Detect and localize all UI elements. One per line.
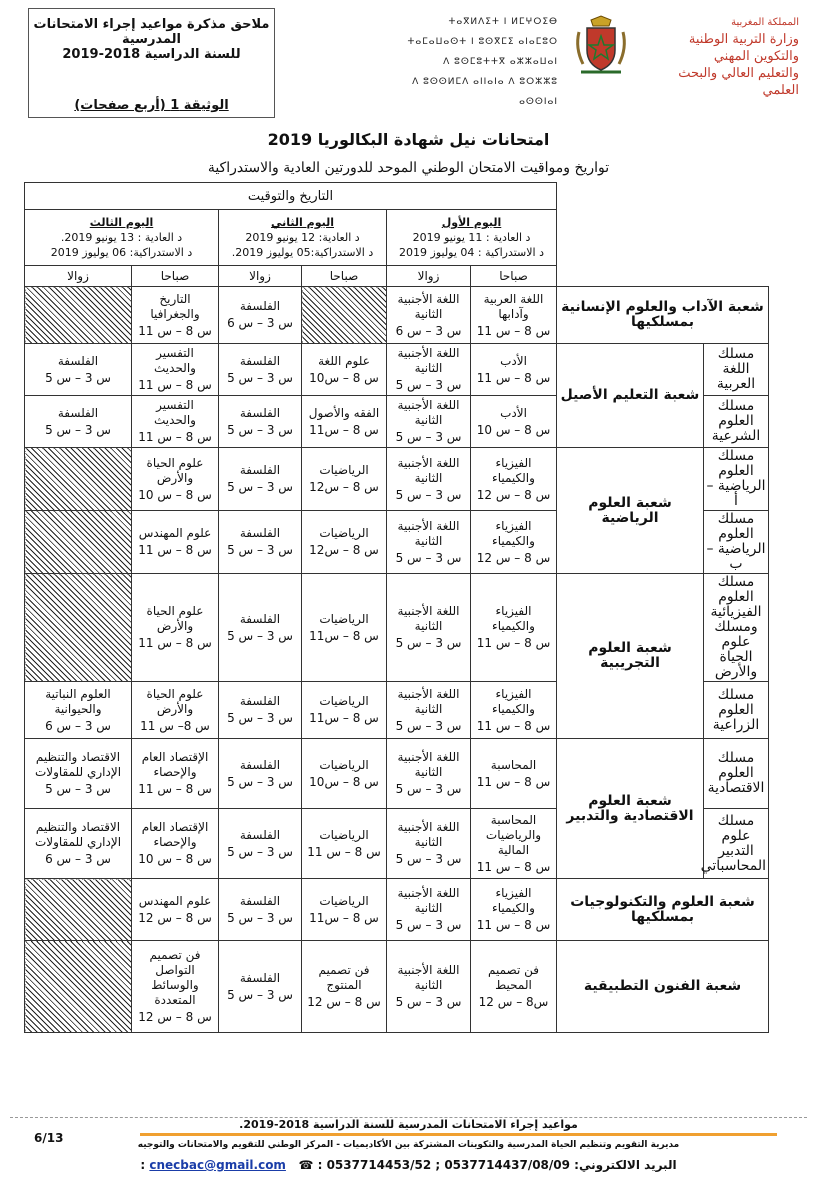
exam-subject: فن تصميم المحيط [488, 963, 539, 992]
exam-time: س 3 – س 5 [227, 628, 293, 643]
exam-slot [132, 511, 219, 574]
stream-label: مسلك العلوم الزراعية [704, 682, 769, 739]
no-exam-cell [25, 287, 132, 344]
exam-subject: الاقتصاد والتنظيم الإداري للمقاولات [34, 750, 122, 779]
exam-time: س 3 – س 5 [395, 378, 462, 392]
exam-time: س 3 – س 5 [395, 430, 462, 444]
page-number: 6/13 [34, 1131, 64, 1145]
exam-time: س 3 – س 5 [395, 487, 462, 502]
email-link[interactable]: cnecbac@gmail.com [149, 1158, 286, 1172]
exam-subject: التفسير والحديث [154, 346, 196, 375]
exam-slot [387, 879, 471, 941]
exam-subject: الفلسفة [239, 353, 281, 368]
exam-subject: الرياضيات [319, 463, 369, 477]
branch-label: شعبة الآداب والعلوم الإنسانية بمسلكيها [557, 287, 769, 344]
exam-slot [132, 879, 219, 941]
exam-time: س 8 – س 11 [138, 543, 212, 557]
exam-slot [387, 941, 471, 1033]
exam-subject: اللغة الأجنبية الثانية [397, 686, 460, 716]
exam-slot [219, 574, 302, 682]
exam-slot [302, 879, 387, 941]
exam-schedule-table [24, 182, 769, 1033]
exam-slot [387, 344, 471, 396]
exam-slot [302, 682, 387, 739]
exam-time: س 3 – س 5 [227, 910, 293, 925]
page-subtitle: تواريخ ومواقيت الامتحان الوطني الموحد للدورتين العادية والاستدراكية [207, 160, 610, 176]
no-exam-cell [25, 448, 132, 511]
exam-time: س 8 – س11 [309, 711, 379, 725]
exam-slot [471, 809, 557, 879]
exam-slot [302, 448, 387, 511]
stream-label: مسلك العلوم الرياضية – ب [704, 511, 769, 574]
corner-cell [557, 183, 769, 287]
exam-slot [387, 448, 471, 511]
exam-slot [387, 574, 471, 682]
exam-subject: اللغة الأجنبية الثانية [397, 604, 460, 633]
exam-slot [387, 287, 471, 344]
exam-time: س 8 – س 12 [476, 487, 551, 502]
schedule-row [25, 448, 769, 511]
exam-slot [471, 396, 557, 448]
exam-time: س8 – س 12 [478, 995, 549, 1009]
exam-subject: فن تصميم المنتوج [318, 963, 370, 992]
makeup-session-date: د الاستدراكية:05 يوليوز 2019. [231, 246, 374, 259]
schedule-row [25, 941, 769, 1033]
exam-time: س 8 – س 11 [138, 323, 212, 338]
exam-slot [302, 344, 387, 396]
exam-subject: فن تصميم التواصل والوسائط المتعددة [149, 948, 201, 1007]
exam-slot [471, 287, 557, 344]
exam-slot [471, 941, 557, 1033]
exam-slot [132, 739, 219, 809]
exam-time: س 3 – س 5 [227, 543, 293, 557]
exam-subject: علوم اللغة [318, 353, 370, 368]
annex-header-box [28, 8, 275, 118]
exam-time: س 3 – س 6 [395, 323, 462, 338]
exam-time: س 8 – س 11 [307, 844, 381, 859]
exam-slot [132, 809, 219, 879]
schedule-row [25, 879, 769, 941]
exam-subject: الفلسفة [239, 405, 281, 420]
exam-slot [387, 511, 471, 574]
exam-slot [25, 809, 132, 879]
exam-time: س 8 – س 11 [476, 323, 551, 338]
branch-group-label: شعبة العلوم التجريبية [557, 574, 704, 739]
branch-group-label: شعبة العلوم الاقتصادية والتدبير [557, 739, 704, 879]
regular-session-date: د العادية : 11 يونيو 2019 [412, 231, 531, 244]
exam-time: س 3 – س 5 [395, 718, 462, 733]
exam-subject: الأدب [500, 405, 527, 420]
day-3-header [25, 210, 219, 266]
no-exam-cell [25, 879, 132, 941]
day-1-header [387, 210, 557, 266]
no-exam-cell [25, 941, 132, 1033]
exam-time: س 3 – س 5 [227, 480, 293, 494]
ministry-line: والتعليم العالي والبحث العلمي [678, 66, 799, 98]
exam-time: س 8 – س 11 [138, 430, 212, 444]
exam-slot [219, 809, 302, 879]
exam-subject: الإقتصاد العام والإحصاء [141, 750, 209, 779]
exam-time: س 3 – س 5 [395, 995, 462, 1009]
exam-time: س 3 – س 5 [227, 422, 293, 437]
exam-slot [387, 396, 471, 448]
exam-subject: علوم الحياة والأرض [146, 455, 204, 485]
tifinagh-line: ⴷ ⵓⵙⵙⵍⵎⴷ ⴰⵏⵏⴰⵏⴰ ⴷ ⵓⵔⵣⵣⵓ ⴰⵙⵙⵏⴰⵏ [412, 77, 558, 107]
tifinagh-line: ⴷ ⵓⵙⵎⵓⵜⵜⴳ ⴰⵣⵣⴰⵡⴰⵏ [443, 57, 558, 67]
afternoon-header: زوالا [25, 266, 132, 287]
exam-subject: اللغة الأجنبية الثانية [397, 886, 460, 915]
exam-time: س 8 – س 12 [138, 910, 212, 925]
day-name: اليوم الأول [441, 216, 502, 229]
afternoon-header: زوالا [219, 266, 302, 287]
footer-contact [0, 1158, 817, 1172]
exam-time: س 3 – س 5 [45, 422, 111, 437]
exam-subject: الفلسفة [239, 893, 281, 908]
exam-subject: الأدب [500, 353, 527, 368]
exam-subject: الفلسفة [239, 611, 281, 626]
exam-slot [132, 941, 219, 1033]
ministry-line: والتكوين المهني [713, 49, 799, 64]
exam-subject: اللغة الأجنبية الثانية [397, 346, 460, 375]
makeup-session-date: د الاستدراكية : 04 يوليوز 2019 [399, 246, 544, 259]
exam-subject: الرياضيات [319, 893, 369, 908]
day-name: اليوم الثالث [89, 216, 154, 229]
exam-time: س 8– س 11 [140, 718, 210, 733]
morning-header: صباحا [302, 266, 387, 287]
date-time-header: التاريخ والتوقيت [25, 183, 557, 210]
exam-subject: علوم المهندس [138, 893, 212, 908]
exam-slot [387, 809, 471, 879]
document-number: الوثيقة 1 (أربع صفحات) [74, 98, 229, 113]
ministry-name [659, 14, 799, 99]
exam-time: س 8 – س11 [309, 628, 379, 643]
no-exam-cell [25, 574, 132, 682]
exam-time: س 3 – س 5 [395, 550, 462, 565]
exam-subject: علوم المهندس [138, 526, 212, 540]
exam-time: س 3 – س 5 [395, 636, 462, 650]
exam-subject: الفيزياء والكيمياء [492, 455, 535, 485]
exam-subject: الفقه والأصول [308, 405, 380, 420]
exam-time: س 3 – س 6 [45, 852, 111, 866]
branch-label: شعبة الفنون التطبيقية [557, 941, 769, 1033]
exam-time: س 3 – س 6 [45, 718, 111, 733]
exam-slot [387, 739, 471, 809]
exam-slot [302, 396, 387, 448]
no-exam-cell [25, 511, 132, 574]
exam-slot [25, 739, 132, 809]
no-exam-cell [302, 287, 387, 344]
exam-slot [471, 344, 557, 396]
exam-time: س 8 – س 11 [138, 378, 212, 392]
footer-accent-bar [140, 1133, 777, 1136]
exam-slot [302, 511, 387, 574]
exam-time: س 3 – س 5 [395, 782, 462, 796]
page-title: امتحانات نيل شهادة البكالوريا 2019 [267, 130, 550, 149]
schedule-body [25, 183, 769, 1033]
morning-header: صباحا [471, 266, 557, 287]
exam-slot [219, 682, 302, 739]
school-year: للسنة الدراسية 2018-2019 [62, 47, 241, 62]
exam-subject: الرياضيات [319, 827, 369, 842]
exam-time: س 8 – س 11 [138, 636, 212, 650]
exam-time: س 3 – س 5 [227, 774, 293, 789]
exam-subject: اللغة الأجنبية الثانية [397, 518, 460, 548]
exam-subject: الفلسفة [57, 405, 99, 420]
exam-slot [302, 574, 387, 682]
exam-time: س 3 – س 5 [395, 852, 462, 866]
exam-subject: علوم الحياة والأرض [146, 604, 204, 633]
exam-slot [219, 941, 302, 1033]
exam-subject: الفيزياء والكيمياء [492, 604, 535, 633]
exam-time: س 8 – س10 [309, 774, 379, 789]
exam-time: س 8 – س 12 [138, 1010, 212, 1024]
exam-subject: الاقتصاد والتنظيم الإداري للمقاولات [34, 820, 122, 849]
exam-time: س 8 – س10 [309, 370, 379, 385]
exam-time: س 8 – س12 [309, 480, 379, 494]
exam-subject: العلوم النباتية والحيوانية [45, 686, 111, 716]
branch-group-label: شعبة التعليم الأصيل [557, 344, 704, 448]
schedule-row [25, 287, 769, 344]
exam-slot [471, 511, 557, 574]
exam-time: س 8 – س 10 [138, 852, 212, 866]
exam-subject: اللغة العربية وآدابها [483, 291, 544, 321]
exam-subject: التفسير والحديث [154, 398, 196, 427]
makeup-session-date: د الاستدراكية: 06 يوليوز 2019 [50, 246, 193, 259]
exam-slot [25, 396, 132, 448]
tifinagh-line: ⵜⴰⴳⵍⴷⵉⵜ ⵏ ⵍⵎⵖⵔⵉⴱ [448, 17, 558, 27]
schedule-row [25, 574, 769, 682]
exam-slot [132, 344, 219, 396]
exam-slot [132, 287, 219, 344]
day-2-header [219, 210, 387, 266]
exam-slot [471, 879, 557, 941]
exam-subject: الفلسفة [57, 353, 99, 368]
stream-label: مسلك اللغة العربية [704, 344, 769, 396]
exam-slot [219, 396, 302, 448]
exam-subject: الفيزياء والكيمياء [492, 886, 535, 915]
regular-session-date: د العادية : 13 يونيو 2019. [60, 231, 183, 244]
exam-subject: الفلسفة [239, 827, 281, 842]
branch-group-label: شعبة العلوم الرياضية [557, 448, 704, 574]
exam-subject: الرياضيات [319, 526, 369, 540]
exam-time: س 3 – س 5 [395, 918, 462, 932]
exam-slot [132, 448, 219, 511]
exam-slot [387, 682, 471, 739]
day-name: اليوم الثاني [271, 216, 334, 229]
exam-subject: اللغة الأجنبية الثانية [397, 455, 460, 485]
exam-slot [25, 682, 132, 739]
exam-slot [471, 574, 557, 682]
morning-header: صباحا [132, 266, 219, 287]
annex-title: ملاحق مذكرة مواعيد إجراء الامتحانات المدرسية [33, 17, 270, 47]
exam-subject: المحاسبة [490, 757, 537, 772]
exam-subject: اللغة الأجنبية الثانية [397, 820, 460, 849]
phone-numbers: ☎ : 0537714453/52 ; 0537714437/08/09 : [140, 1158, 570, 1172]
exam-slot [471, 682, 557, 739]
exam-time: س 8 – س11 [309, 910, 379, 925]
exam-subject: الفلسفة [239, 463, 281, 477]
tifinagh-line: ⵜⴰⵎⴰⵡⴰⵙⵜ ⵏ ⵓⵙⴳⵎⵉ ⴰⵏⴰⵎⵓⵔ [407, 37, 558, 47]
kingdom-emblem-icon [573, 14, 629, 78]
exam-subject: الإقتصاد العام والإحصاء [141, 820, 209, 849]
exam-slot [219, 344, 302, 396]
exam-subject: التاريخ والجغرافيا [150, 291, 200, 321]
exam-subject: الفلسفة [239, 694, 281, 708]
exam-subject: الفلسفة [239, 526, 281, 540]
exam-time: س 3 – س 5 [227, 987, 293, 1002]
exam-time: س 8 – س 10 [476, 422, 551, 437]
exam-time: س 3 – س 5 [45, 370, 111, 385]
exam-slot [302, 739, 387, 809]
afternoon-header: زوالا [387, 266, 471, 287]
footer-title: مواعيد إجراء الامتحانات المدرسية للسنة الدراسية 2018-2019. [239, 1118, 578, 1131]
exam-slot [132, 396, 219, 448]
stream-label: مسلك العلوم الاقتصادية [704, 739, 769, 809]
exam-slot [219, 511, 302, 574]
exam-time: س 8 – س12 [309, 543, 379, 557]
exam-subject: اللغة الأجنبية الثانية [397, 750, 460, 779]
exam-time: س 8 – س 11 [476, 774, 551, 789]
exam-subject: الفلسفة [239, 757, 281, 772]
exam-subject: اللغة الأجنبية الثانية [397, 963, 460, 992]
exam-time: س 8 – س 11 [476, 918, 551, 932]
exam-subject: الفيزياء والكيمياء [492, 686, 535, 716]
exam-slot [219, 287, 302, 344]
exam-time: س 8 – س 12 [476, 550, 551, 565]
email-label: البريد الالكتروني: [574, 1158, 677, 1172]
exam-slot [302, 941, 387, 1033]
schedule-row [25, 344, 769, 396]
regular-session-date: د العادية: 12 يونيو 2019 [245, 231, 360, 244]
exam-subject: الرياضيات [319, 611, 369, 626]
tifinagh-ministry-name [398, 12, 558, 112]
exam-slot [302, 809, 387, 879]
exam-slot [25, 344, 132, 396]
exam-subject: اللغة الأجنبية الثانية [397, 291, 460, 321]
exam-time: س 3 – س 6 [227, 316, 293, 330]
exam-subject: الفلسفة [239, 970, 281, 985]
footer-directorate: مديرية التقويم وتنظيم الحياة المدرسية والتكوينات المشتركة بين الأكاديميات - المركز الوطني للتقويم والامتحانات والتوجيه [137, 1140, 680, 1150]
stream-label: مسلك علوم التدبير المحاسباتي [704, 809, 769, 879]
exam-time: س 8 – س 11 [138, 782, 212, 796]
exam-slot [132, 682, 219, 739]
exam-time: س 3 – س 5 [45, 782, 111, 796]
branch-label: شعبة العلوم والتكنولوجيات بمسلكيها [557, 879, 769, 941]
exam-time: س 8 – س 11 [476, 636, 551, 650]
exam-time: س 8 – س 11 [476, 859, 551, 874]
exam-subject: المحاسبة والرياضيات المالية [485, 812, 542, 857]
exam-slot [219, 448, 302, 511]
exam-time: س 8 – س 11 [476, 718, 551, 733]
exam-time: س 3 – س 5 [227, 844, 293, 859]
exam-subject: الفيزياء والكيمياء [492, 518, 535, 548]
exam-subject: الفلسفة [239, 299, 281, 313]
exam-slot [219, 739, 302, 809]
schedule-row [25, 739, 769, 809]
kingdom-label: المملكة المغربية [731, 17, 799, 28]
exam-subject: علوم الحياة والأرض [146, 686, 204, 716]
exam-time: س 8 – س 12 [307, 995, 381, 1009]
exam-slot [219, 879, 302, 941]
exam-subject: الرياضيات [319, 694, 369, 708]
stream-label: مسلك العلوم الرياضية – أ [704, 448, 769, 511]
exam-slot [471, 448, 557, 511]
exam-time: س 8 – س 11 [476, 370, 551, 385]
stream-label: مسلك العلوم الشرعية [704, 396, 769, 448]
ministry-line: وزارة التربية الوطنية [688, 32, 799, 47]
exam-time: س 8 – س 10 [138, 487, 212, 502]
exam-subject: الرياضيات [319, 757, 369, 772]
exam-time: س 3 – س 5 [227, 370, 293, 385]
exam-slot [132, 574, 219, 682]
stream-label: مسلك العلوم الفيزيائية ومسلك علوم الحياة والأرض [704, 574, 769, 682]
exam-slot [471, 739, 557, 809]
exam-time: س 8 – س11 [309, 422, 379, 437]
exam-subject: اللغة الأجنبية الثانية [397, 398, 460, 427]
exam-time: س 3 – س 5 [227, 711, 293, 725]
